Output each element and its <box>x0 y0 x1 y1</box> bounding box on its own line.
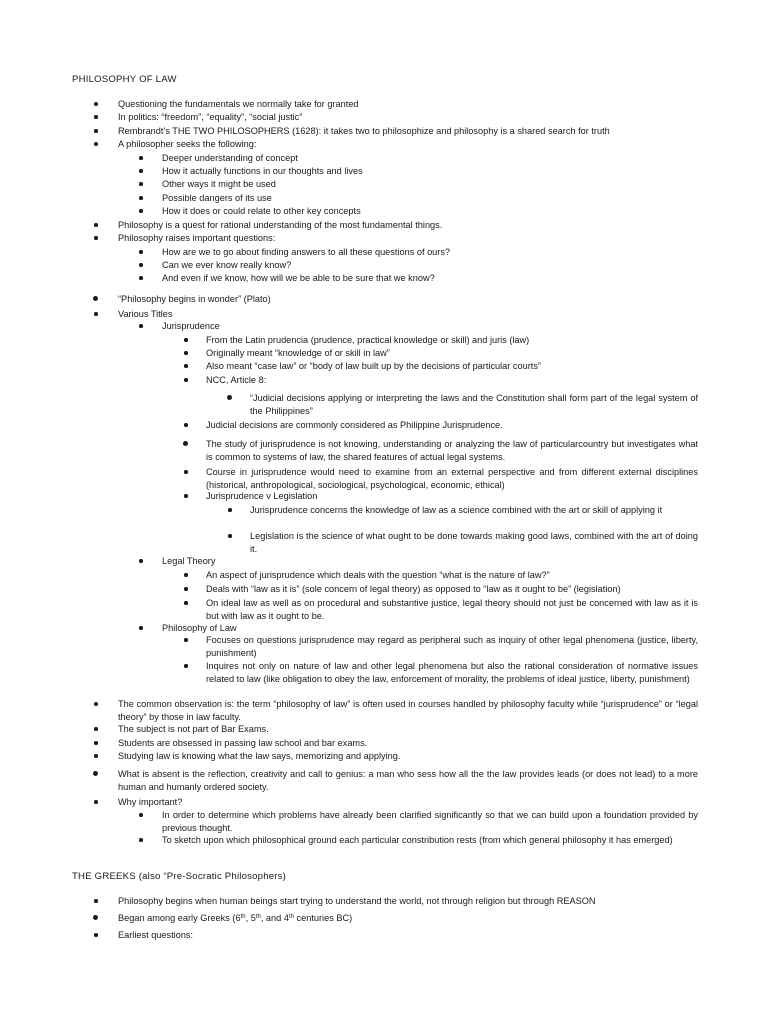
list-item: From the Latin prudencia (prudence, practical knowledge or skill) and juris (law) <box>206 335 530 345</box>
bullet-icon <box>139 182 143 186</box>
list-item: Judicial decisions are commonly considered as Philippine Jurisprudence. <box>206 420 503 430</box>
bullet-icon <box>94 727 98 731</box>
list-item: Other ways it might be used <box>162 179 276 189</box>
bullet-icon <box>184 587 188 591</box>
list-item: Possible dangers of its use <box>162 193 272 203</box>
section-title-greeks: THE GREEKS (also “Pre-Socratic Philosophers) <box>72 871 287 882</box>
list-item: “Judicial decisions applying or interpreting the laws and the Constitution shall form part of the legal system of the Philippines” <box>250 393 698 416</box>
bullet-icon <box>94 129 98 133</box>
bullet-icon <box>139 276 143 280</box>
bullet-icon <box>184 338 188 342</box>
list-item: Philosophy of Law <box>162 623 237 633</box>
bullet-icon <box>94 115 98 119</box>
bullet-icon <box>184 351 188 355</box>
bullet-icon <box>184 378 188 382</box>
list-item: The study of jurisprudence is not knowing, understanding or analyzing the law of particularcountry but investigates what is common to systems of law, the shared features of actual legal systems. <box>206 439 698 462</box>
bullet-icon <box>93 771 98 776</box>
list-item: Originally meant “knowledge of or skill in law” <box>206 348 390 358</box>
list-item: Why important? <box>118 797 183 807</box>
list-item: Questioning the fundamentals we normally take for granted <box>118 99 359 109</box>
bullet-icon <box>94 754 98 758</box>
list-item: Philosophy is a quest for rational understanding of the most fundamental things. <box>118 220 443 230</box>
bullet-icon <box>184 638 188 642</box>
list-item: Jurisprudence v Legislation <box>206 491 318 501</box>
bullet-icon <box>184 573 188 577</box>
bullet-icon <box>184 423 188 427</box>
bullet-icon <box>139 838 143 842</box>
greeks-item-text: , 5 <box>245 913 256 923</box>
list-item: NCC, Article 8: <box>206 375 267 385</box>
bullet-icon <box>139 196 143 200</box>
list-item: Also meant “case law” or “body of law built up by the decisions of particular courts” <box>206 361 541 371</box>
bullet-icon <box>94 741 98 745</box>
superscript: th <box>240 914 246 920</box>
bullet-icon <box>227 395 232 400</box>
list-item: Legal Theory <box>162 556 216 566</box>
greeks-item <box>118 912 698 925</box>
list-item: How it actually functions in our thoughts and lives <box>162 166 363 176</box>
list-item: Legislation is the science of what ought to be done towards making good laws, combined with the art of doing it. <box>250 531 698 554</box>
bullet-icon <box>139 250 143 254</box>
bullet-icon <box>139 559 143 563</box>
greeks-item-text: , and 4 <box>260 913 289 923</box>
list-item: Can we ever know really know? <box>162 260 292 270</box>
bullet-icon <box>228 534 232 538</box>
greeks-item-text: centuries BC) <box>293 913 353 923</box>
list-item: “Philosophy begins in wonder” (Plato) <box>118 294 271 304</box>
bullet-icon <box>139 209 143 213</box>
list-item: Focuses on questions jurisprudence may regard as peripheral such as inquiry of other legal phenomena (justice, liberty, punishment) <box>206 635 698 658</box>
greeks-item: Philosophy begins when human beings start trying to understand the world, not through religion but through REASON <box>118 896 596 906</box>
list-item: To sketch upon which philosophical ground each particular constribution rests (from which general philosophy it has emerged) <box>162 835 673 845</box>
list-item: How it does or could relate to other key concepts <box>162 206 361 216</box>
list-item: In politics: “freedom”, “equality”, “social justic” <box>118 112 303 122</box>
list-item: Inquires not only on nature of law and other legal phenomena but also the rational consideration of normative issues related to law (like obligation to obey the law, enforcement of morality, the problems of ideal justice, liberty, punishment) <box>206 661 698 684</box>
bullet-icon <box>184 664 188 668</box>
list-item: Rembrandt’s THE TWO PHILOSOPHERS (1628): it takes two to philosophize and philosophy is a shared search for truth <box>118 126 610 136</box>
bullet-icon <box>139 324 143 328</box>
bullet-icon <box>228 508 232 512</box>
list-item: On ideal law as well as on procedural and substantive justice, legal theory should not just be concerned with law as it is but with law as it ought to be. <box>206 598 698 621</box>
list-item: Studying law is knowing what the law says, memorizing and applying. <box>118 751 401 761</box>
list-item: A philosopher seeks the following: <box>118 139 257 149</box>
bullet-icon <box>94 312 98 316</box>
bullet-icon <box>94 702 98 706</box>
bullet-icon <box>94 102 98 106</box>
superscript: th <box>288 914 294 920</box>
superscript: th <box>255 914 261 920</box>
list-item: Jurisprudence <box>162 321 220 331</box>
list-item: Course in jurisprudence would need to examine from an external perspective and from different external disciplines (historical, anthropological, sociological, psychological, economic, ethical) <box>206 467 698 490</box>
list-item: The common observation is: the term “philosophy of law” is often used in courses handled by philosophy faculty while “jurisprudence” or “legal theory” by those in law faculty. <box>118 699 698 722</box>
bullet-icon <box>139 169 143 173</box>
list-item: Jurisprudence concerns the knowledge of law as a science combined with the art or skill of applying it <box>250 505 663 515</box>
greeks-item: Earliest questions: <box>118 930 194 940</box>
bullet-icon <box>94 800 98 804</box>
bullet-icon <box>183 441 188 446</box>
list-item: And even if we know, how will we be able to be sure that we know? <box>162 273 435 283</box>
document-title: PHILOSOPHY OF LAW <box>72 74 177 85</box>
bullet-icon <box>94 142 98 146</box>
bullet-icon <box>184 364 188 368</box>
bullet-icon <box>94 223 98 227</box>
list-item: Philosophy raises important questions: <box>118 233 276 243</box>
bullet-icon <box>94 899 98 903</box>
list-item: Various Titles <box>118 309 173 319</box>
list-item: Students are obsessed in passing law school and bar exams. <box>118 738 368 748</box>
bullet-icon <box>139 263 143 267</box>
list-item: Deeper understanding of concept <box>162 153 298 163</box>
list-item: What is absent is the reflection, creativity and call to genius: a man who sess how all the the law provides leads (or does not lead) to a more human and humanly ordered society. <box>118 769 698 792</box>
bullet-icon <box>184 470 188 474</box>
greeks-item-text: Began among early Greeks (6 <box>118 913 241 923</box>
bullet-icon <box>184 601 188 605</box>
list-item: The subject is not part of Bar Exams. <box>118 724 269 734</box>
bullet-icon <box>93 296 98 301</box>
bullet-icon <box>184 494 188 498</box>
list-item: Deals with “law as it is” (sole concern of legal theory) as opposed to “law as it ought to be” (legislation) <box>206 584 621 594</box>
bullet-icon <box>139 156 143 160</box>
list-item: How are we to go about finding answers to all these questions of ours? <box>162 247 451 257</box>
bullet-icon <box>94 933 98 937</box>
bullet-icon <box>94 236 98 240</box>
bullet-icon <box>139 813 143 817</box>
list-item: In order to determine which problems have already been clarified significantly so that we can build upon a foundation provided by previous thought. <box>162 810 698 833</box>
list-item: An aspect of jurisprudence which deals with the question “what is the nature of law?” <box>206 570 550 580</box>
bullet-icon <box>139 626 143 630</box>
bullet-icon <box>93 915 98 920</box>
